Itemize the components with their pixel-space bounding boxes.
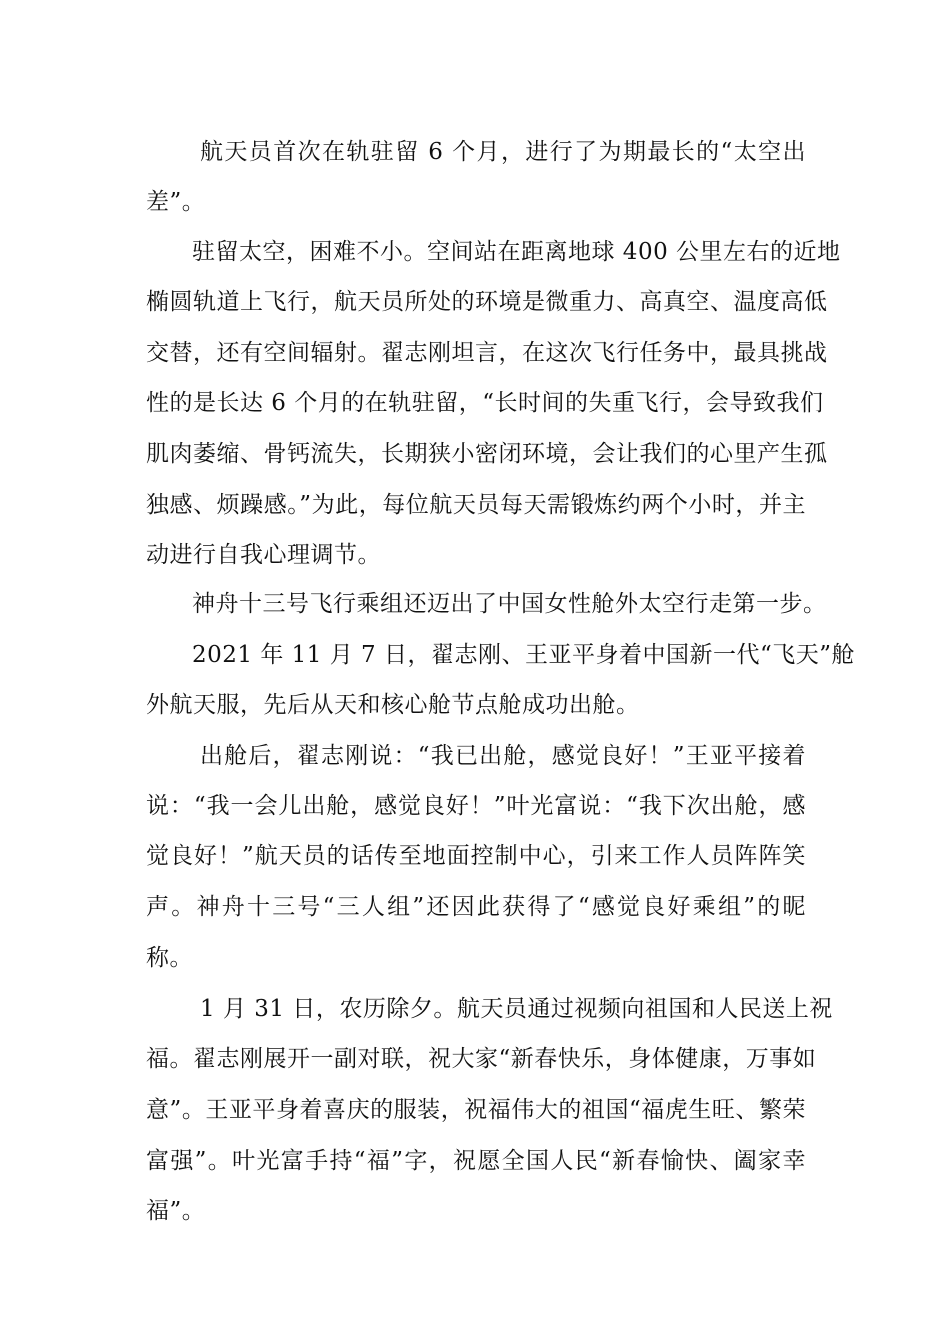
paragraph-6-line-2: 福。翟志刚展开一副对联，祝大家“新春快乐，身体健康，万事如: [146, 1046, 817, 1072]
paragraph-3-line-1: 神舟十三号飞行乘组还迈出了中国女性舱外太空行走第一步。: [192, 591, 827, 617]
paragraph-4-line-2: 外航天服，先后从天和核心舱节点舱成功出舱。: [146, 692, 640, 718]
paragraph-5-line-4: 声。神舟十三号“三人组”还因此获得了“感觉良好乘组”的昵: [146, 894, 806, 920]
paragraph-2-line-4: 性的是长达 6 个月的在轨驻留，“长时间的失重飞行，会导致我们: [146, 390, 824, 416]
paragraph-5-line-5: 称。: [146, 945, 193, 971]
paragraph-2-line-5: 肌肉萎缩、骨钙流失，长期狭小密闭环境，会让我们的心里产生孤: [146, 441, 828, 467]
paragraph-2-line-7: 动进行自我心理调节。: [146, 542, 381, 568]
paragraph-2-line-2: 椭圆轨道上飞行，航天员所处的环境是微重力、高真空、温度高低: [146, 289, 828, 315]
paragraph-6-line-3: 意”。王亚平身着喜庆的服装，祝福伟大的祖国“福虎生旺、繁荣: [146, 1097, 806, 1123]
paragraph-2-line-6: 独感、烦躁感。”为此，每位航天员每天需锻炼约两个小时，并主: [146, 492, 806, 518]
paragraph-1-line-2: 差”。: [146, 189, 206, 215]
paragraph-4-line-1: 2021 年 11 月 7 日，翟志刚、王亚平身着中国新一代“飞天”舱: [192, 642, 856, 668]
paragraph-5-line-1: 出舱后，翟志刚说：“我已出舱，感觉良好！”王亚平接着: [200, 743, 806, 769]
paragraph-1-line-1: 航天员首次在轨驻留 6 个月，进行了为期最长的“太空出: [200, 139, 806, 165]
paragraph-5-line-3: 觉良好！”航天员的话传至地面控制中心，引来工作人员阵阵笑: [146, 843, 806, 869]
paragraph-5-line-2: 说：“我一会儿出舱，感觉良好！”叶光富说：“我下次出舱，感: [146, 793, 806, 819]
paragraph-2-line-3: 交替，还有空间辐射。翟志刚坦言，在这次飞行任务中，最具挑战: [146, 340, 828, 366]
paragraph-2-line-1: 驻留太空，困难不小。空间站在距离地球 400 公里左右的近地: [192, 239, 841, 265]
paragraph-6-line-5: 福”。: [146, 1198, 206, 1224]
paragraph-6-line-1: 1 月 31 日，农历除夕。航天员通过视频向祖国和人民送上祝: [200, 996, 833, 1022]
paragraph-6-line-4: 富强”。叶光富手持“福”字，祝愿全国人民“新春愉快、阖家幸: [146, 1148, 806, 1174]
